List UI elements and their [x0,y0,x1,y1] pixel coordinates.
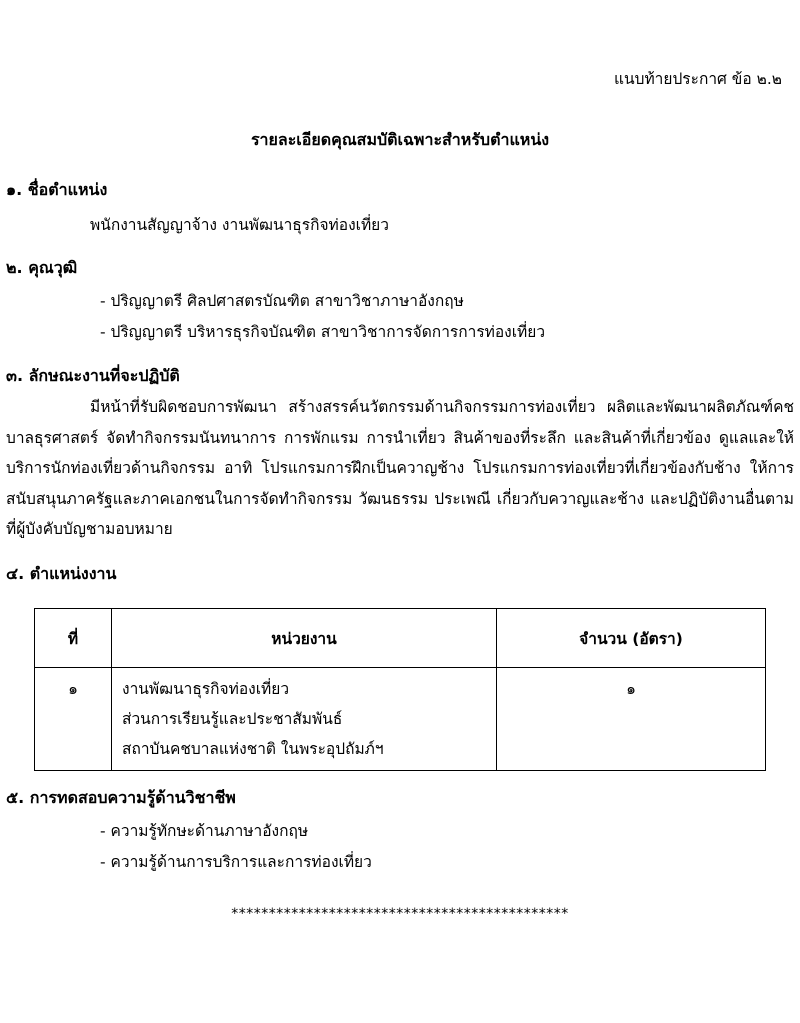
section-2-heading: ๒. คุณวุฒิ [6,258,78,277]
document-title: รายละเอียดคุณสมบัติเฉพาะสำหรับตำแหน่ง [250,130,550,149]
qualification-item: - ปริญญาตรี ศิลปศาสตรบัณฑิต สาขาวิชาภาษาอังกฤษ [100,292,464,310]
table-header-row [35,609,766,668]
table-row [35,668,766,771]
position-name: พนักงานสัญญาจ้าง งานพัฒนาธุรกิจท่องเที่ยว [90,216,389,234]
section-3-heading: ๓. ลักษณะงานที่จะปฏิบัติ [6,366,180,385]
qualification-item: - ปริญญาตรี บริหารธุรกิจบัณฑิต สาขาวิชาการจัดการการท่องเที่ยว [100,323,546,341]
job-description: มีหน้าที่รับผิดชอบการพัฒนา สร้างสรรค์นวัตกรรมด้านกิจกรรมการท่องเที่ยว ผลิตและพัฒนาผลิตภัณฑ์คชบาลธุรศาสตร์ จัดทำกิจกรรมนันทนาการ การพักแรม การนำเที่ยว สินค้าของที่ระลึก และสินค้าที่เกี่ยวข้อง ดูแลและให้บริการนักท่องเที่ยวด้านกิจกรรม อาทิ โปรแกรมการฝึกเป็นควาญช้าง โปรแกรมการท่องเที่ยวที่เกี่ยวข้องกับช้าง ให้การสนับสนุนภาครัฐและภาคเอกชนในการจัดทำกิจกรรม วัฒนธรรม ประเพณี เกี่ยวกับควาญและช้าง และปฏิบัติงานอื่นตามที่ผู้บังคับบัญชามอบหมาย [6,398,794,538]
unit-line: สถาบันคชบาลแห่งชาติ ในพระอุปถัมภ์ฯ [122,740,384,758]
row-count: ๑ [497,668,766,771]
test-item: - ความรู้ด้านการบริการและการท่องเที่ยว [100,853,372,871]
annex-reference: แนบท้ายประกาศ ข้อ ๒.๒ [614,70,782,88]
section-4-heading: ๔. ตำแหน่งงาน [6,564,117,583]
footer-separator: ********************************************* [231,906,569,922]
unit-line: งานพัฒนาธุรกิจท่องเที่ยว [122,680,290,698]
header-no: ที่ [35,609,112,668]
row-unit [112,668,497,771]
section-1-heading: ๑. ชื่อตำแหน่ง [6,180,108,199]
test-item: - ความรู้ทักษะด้านภาษาอังกฤษ [100,822,309,840]
unit-line: ส่วนการเรียนรู้และประชาสัมพันธ์ [122,710,343,728]
header-unit: หน่วยงาน [112,609,497,668]
section-5-heading: ๕. การทดสอบความรู้ด้านวิชาชีพ [6,788,236,807]
row-no: ๑ [35,668,112,771]
header-count: จำนวน (อัตรา) [497,609,766,668]
positions-table [34,608,766,771]
